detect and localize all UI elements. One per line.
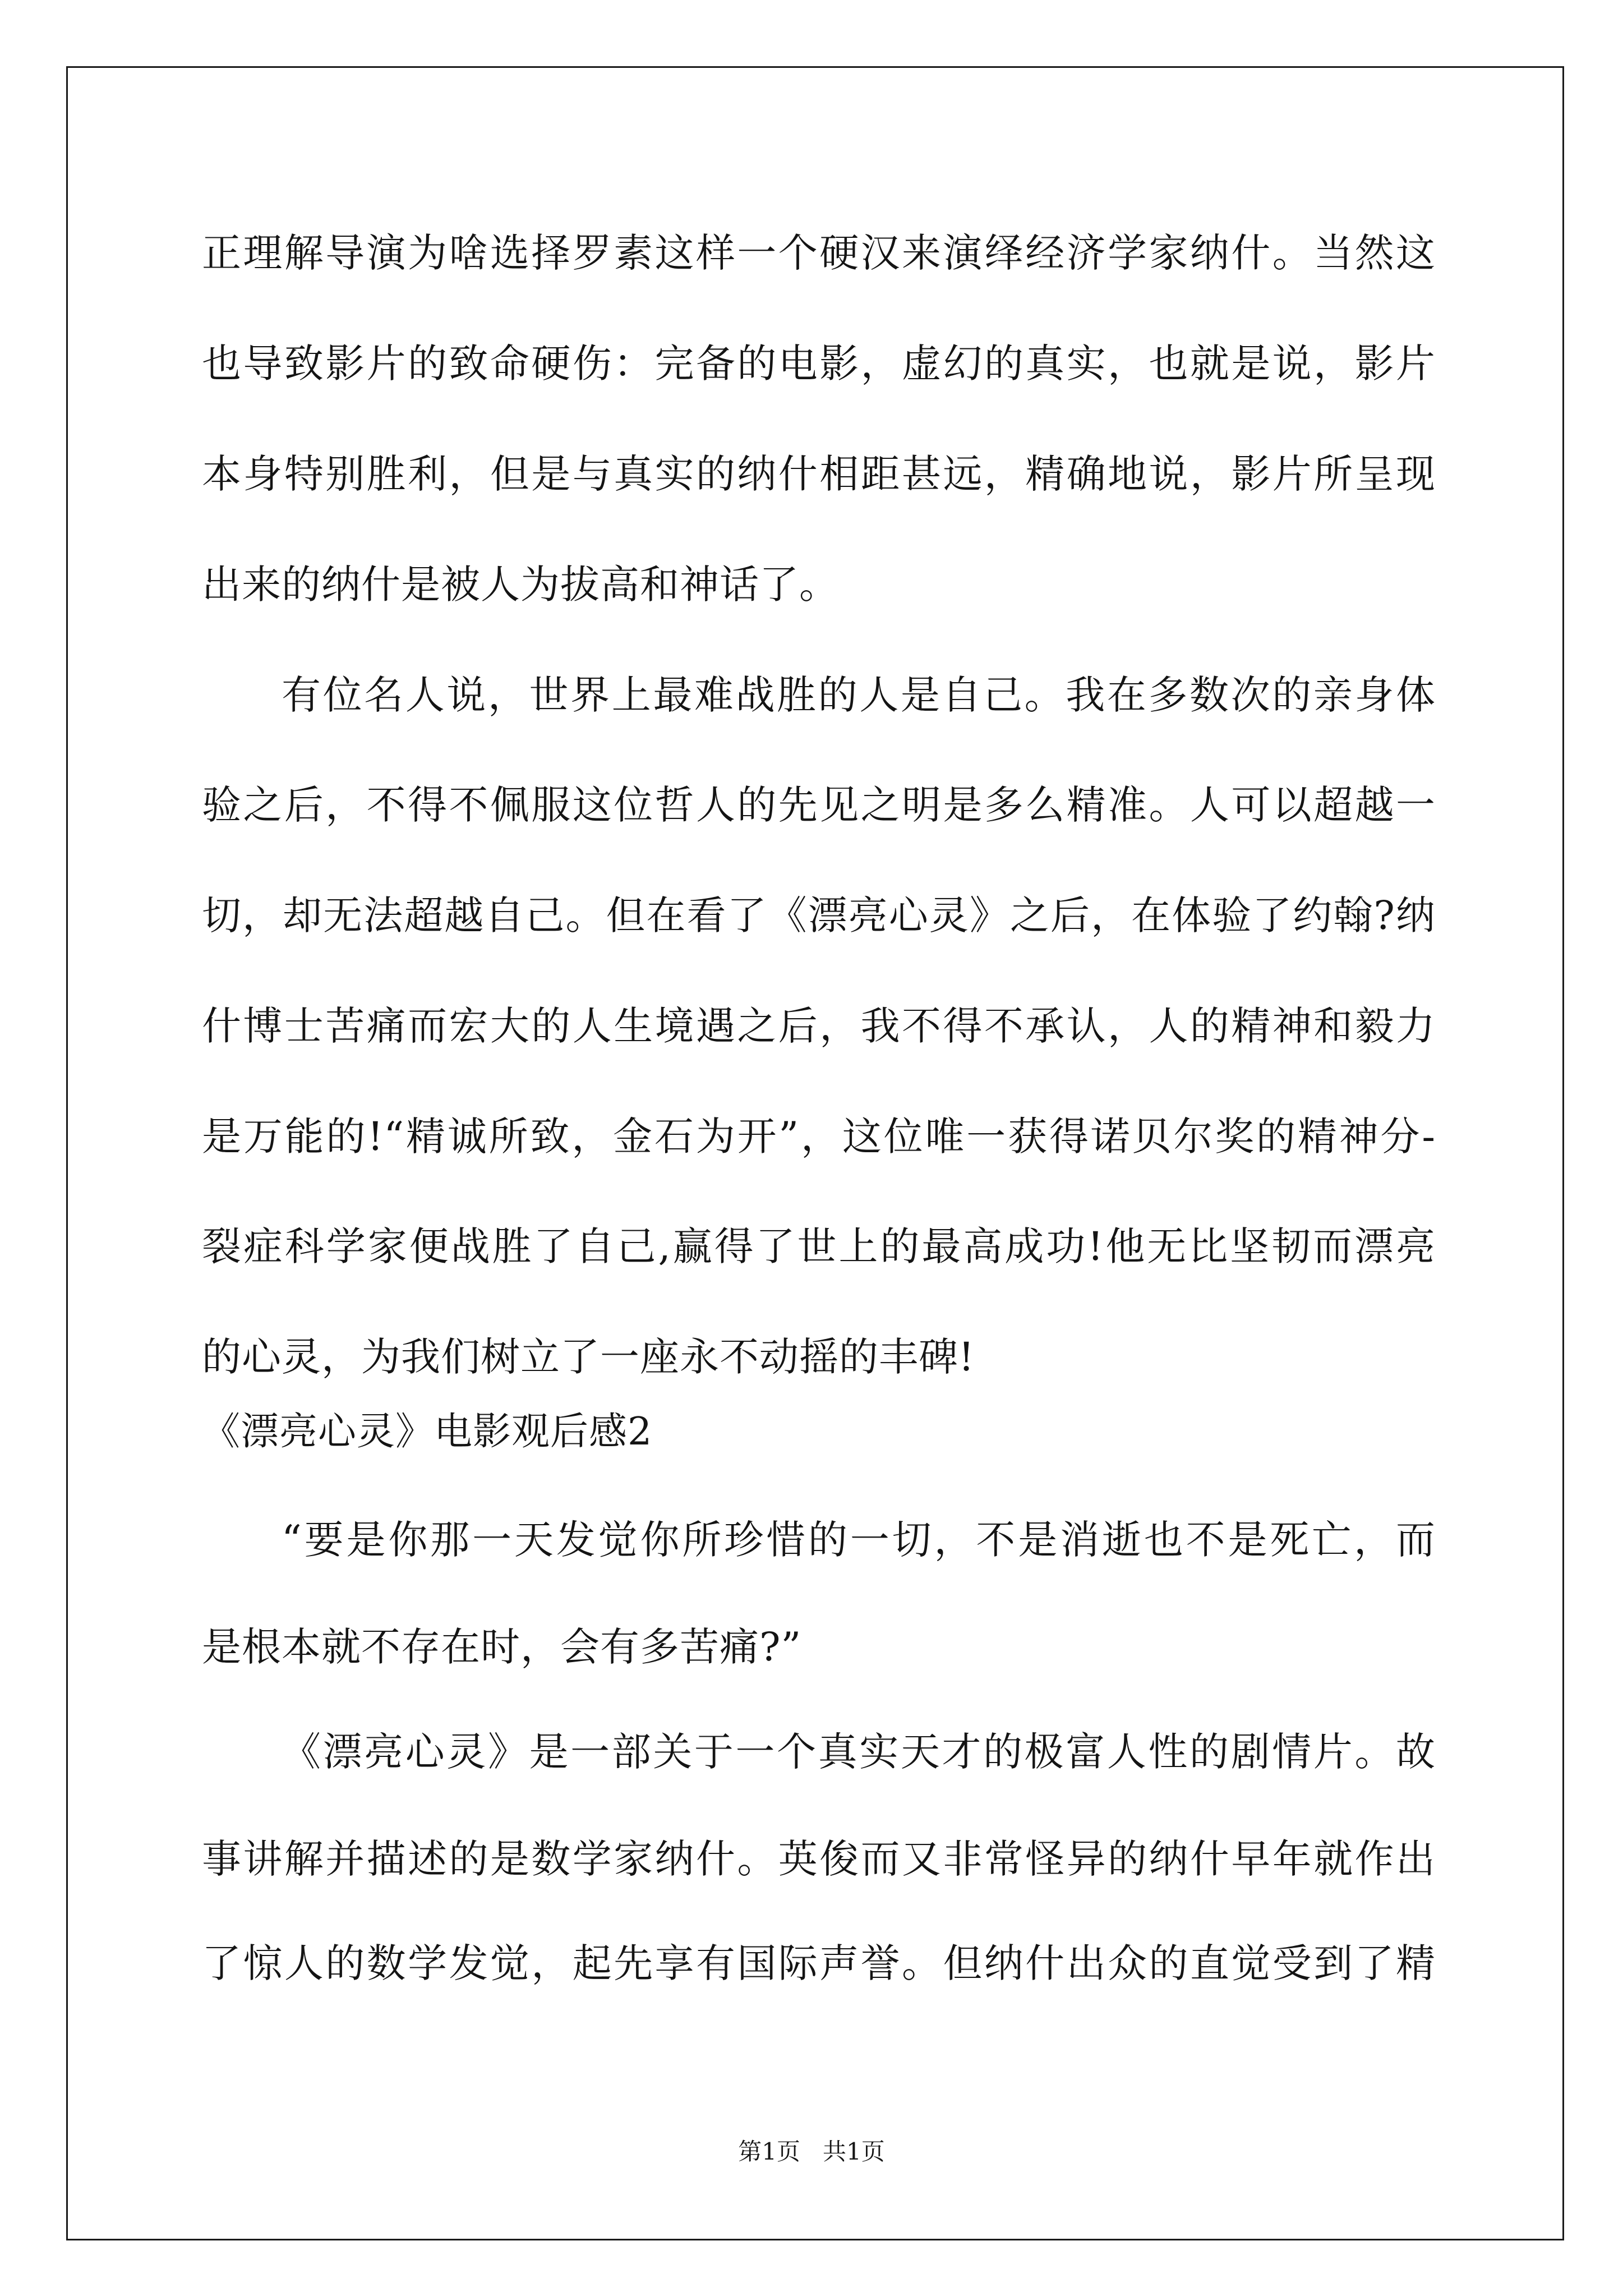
text-line: 是万能的!“精诚所致，金石为开”，这位唯一获得诺贝尔奖的精神分- bbox=[202, 1114, 1436, 1159]
page-number-total: 共1页 bbox=[823, 2138, 885, 2165]
text-line: 什博士苦痛而宏大的人生境遇之后，我不得不承认，人的精神和毅力 bbox=[202, 1003, 1436, 1049]
page-number-current: 第1页 bbox=[738, 2138, 800, 2165]
text-line: 是根本就不存在时，会有多苦痛?” bbox=[202, 1624, 802, 1670]
text-line: 事讲解并描述的是数学家纳什。英俊而又非常怪异的纳什早年就作出 bbox=[202, 1836, 1436, 1882]
text-line: 本身特别胜利，但是与真实的纳什相距甚远，精确地说，影片所呈现 bbox=[202, 451, 1436, 497]
text-line: 验之后，不得不佩服这位哲人的先见之明是多么精准。人可以超越一 bbox=[202, 782, 1436, 828]
text-line: 也导致影片的致命硬伤：完备的电影，虚幻的真实，也就是说，影片 bbox=[202, 341, 1436, 386]
text-line: 的心灵，为我们树立了一座永不动摇的丰碑! bbox=[202, 1334, 975, 1380]
text-line: 了惊人的数学发觉，起先享有国际声誉。但纳什出众的直觉受到了精 bbox=[202, 1940, 1436, 1986]
text-line: “要是你那一天发觉你所珍惜的一切，不是消逝也不是死亡，而 bbox=[282, 1517, 1436, 1563]
text-line: 有位名人说，世界上最难战胜的人是自己。我在多数次的亲身体 bbox=[282, 672, 1436, 718]
page-footer bbox=[0, 2135, 1623, 2169]
text-line: 正理解导演为啥选择罗素这样一个硬汉来演绎经济学家纳什。当然这 bbox=[202, 230, 1436, 276]
section-heading: 《漂亮心灵》电影观后感2 bbox=[202, 1410, 653, 1454]
text-line: 切，却无法超越自己。但在看了《漂亮心灵》之后，在体验了约翰?纳 bbox=[202, 892, 1436, 938]
text-line: 裂症科学家便战胜了自己,赢得了世上的最高成功!他无比坚韧而漂亮 bbox=[202, 1223, 1436, 1269]
text-line: 出来的纳什是被人为拔高和神话了。 bbox=[202, 562, 839, 608]
text-line: 《漂亮心灵》是一部关于一个真实天才的极富人性的剧情片。故 bbox=[282, 1729, 1436, 1775]
